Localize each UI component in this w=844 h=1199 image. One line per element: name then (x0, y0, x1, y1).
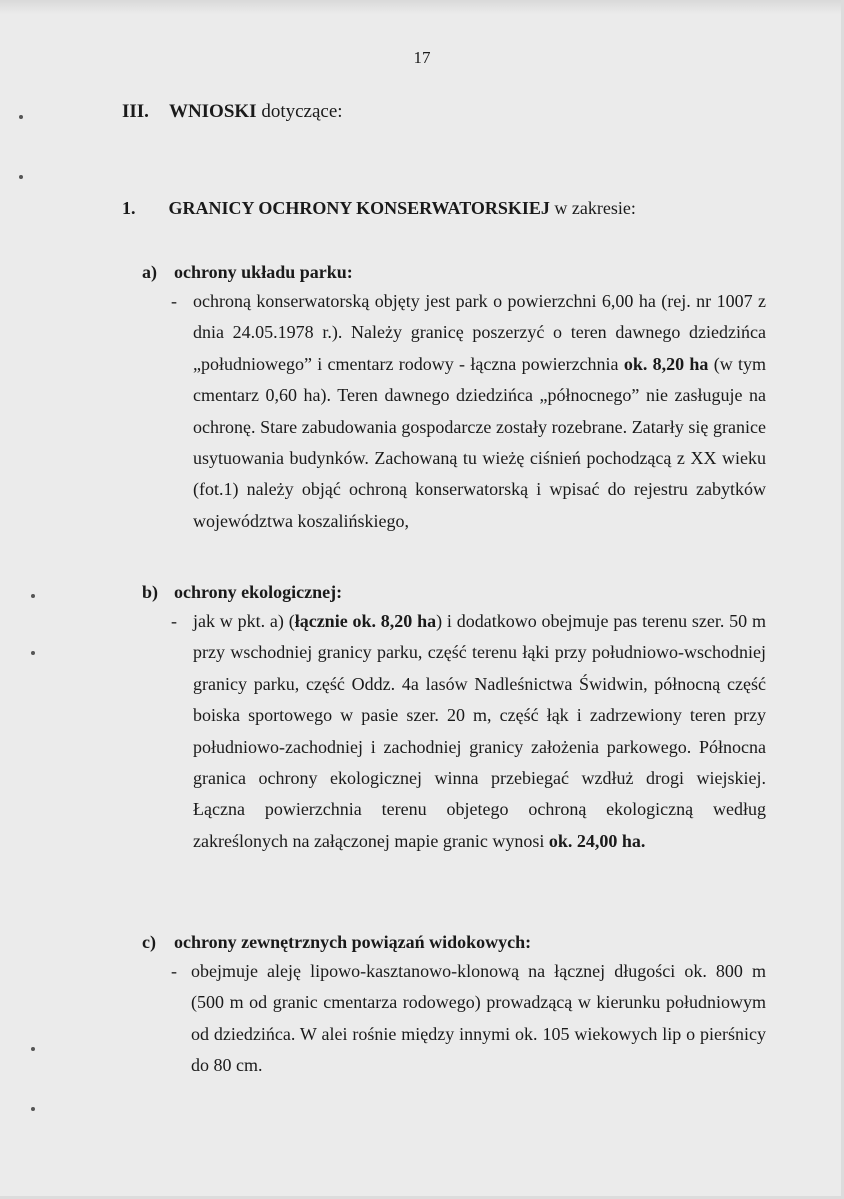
section-title: WNIOSKI (168, 101, 257, 122)
subsection-a-label: a) (142, 262, 157, 282)
scan-edge-top (0, 0, 844, 14)
subsection-b-item (171, 606, 766, 857)
subsection-a-heading (142, 260, 353, 284)
bold-run: ok. 24,00 ha. (548, 830, 646, 851)
scan-speck (31, 1107, 35, 1111)
text-run: jak w pkt. a) ( (193, 611, 295, 631)
section-numeral: III. (122, 101, 149, 122)
bold-run: ok. 8,20 ha (623, 353, 709, 374)
text-run: (w tym cmentarz 0,60 ha). Teren dawnego dziedzińca „północnego” nie zasługuje na ochronę. Stare zabudowania gospodarcze zostały rozebrane. Zatarły się granice usytuowania budynków. Zachowaną tu wieżę ciśnień pochodzącą z XX wieku (fot.1) należy objąć ochroną konserwatorską i wpisać do rejestru zabytków województwa koszalińskiego, (193, 353, 766, 531)
subsection-b-title: ochrony ekologicznej: (174, 582, 343, 602)
subsection-b-text (193, 606, 766, 857)
bullet-dash: - (171, 291, 177, 311)
point-rest: w zakresie: (554, 198, 636, 218)
subsection-a-title: ochrony układu parku: (174, 262, 353, 282)
point-heading (122, 196, 636, 220)
section-heading (122, 100, 343, 124)
subsection-a-item (171, 286, 766, 537)
point-number: 1. (122, 198, 136, 218)
subsection-b-heading (142, 580, 342, 604)
scan-speck (31, 1047, 35, 1051)
subsection-c-item (171, 956, 766, 1082)
text-run: ochroną konserwatorską objęty jest park o powierzchni 6,00 ha (rej. nr 1007 z dnia 24.05.1978 r.). Należy granicę poszerzyć o teren dawnego dziedzińca „południowego” i cmentarz rodowy - łączna powierzchnia (193, 291, 766, 374)
subsection-c-title: ochrony zewnętrznych powiązań widokowych: (174, 932, 532, 952)
page-number: 17 (413, 48, 431, 67)
subsection-c-heading (142, 930, 531, 954)
subsection-b-label: b) (142, 582, 159, 602)
scan-speck (19, 175, 23, 179)
scan-speck (19, 115, 23, 119)
scan-speck (31, 594, 35, 598)
subsection-a-text (193, 286, 766, 537)
bold-run: łącznie ok. 8,20 ha (294, 611, 437, 631)
bullet-dash: - (171, 961, 177, 981)
scan-speck (31, 651, 35, 655)
section-rest: dotyczące: (261, 101, 343, 122)
text-run: ) i dodatkowo obejmuje pas terenu szer. 50 m przy wschodniej granicy parku, część terenu łąki przy południowo-wschodniej granicy parku, część Oddz. 4a lasów Nadleśnictwa Świdwin, północną część boiska sportowego w pasie szer. 20 m, część łąk i zadrzewiony teren przy południowo-zachodniej i zachodniej granicy założenia parkowego. Północna granica ochrony ekologicznej winna przebiegać wzdłuż drogi wiejskiej. Łączna powierzchnia terenu objetego ochroną ekologiczną według zakreślonych na załączonej mapie granic wynosi (193, 611, 766, 851)
bullet-dash: - (171, 611, 177, 631)
point-title: GRANICY OCHRONY KONSERWATORSKIEJ (168, 198, 550, 218)
subsection-c-label: c) (142, 932, 156, 952)
subsection-c-text: obejmuje aleję lipowo-kasztanowo-klonową na łącznej długości ok. 800 m (500 m od granic cmentarza rodowego) prowadzącą w kierunku południowym od dziedzińca. W alei rośnie między innymi ok. 105 wiekowych lip o pierśnicy do 80 cm. (191, 961, 766, 1076)
